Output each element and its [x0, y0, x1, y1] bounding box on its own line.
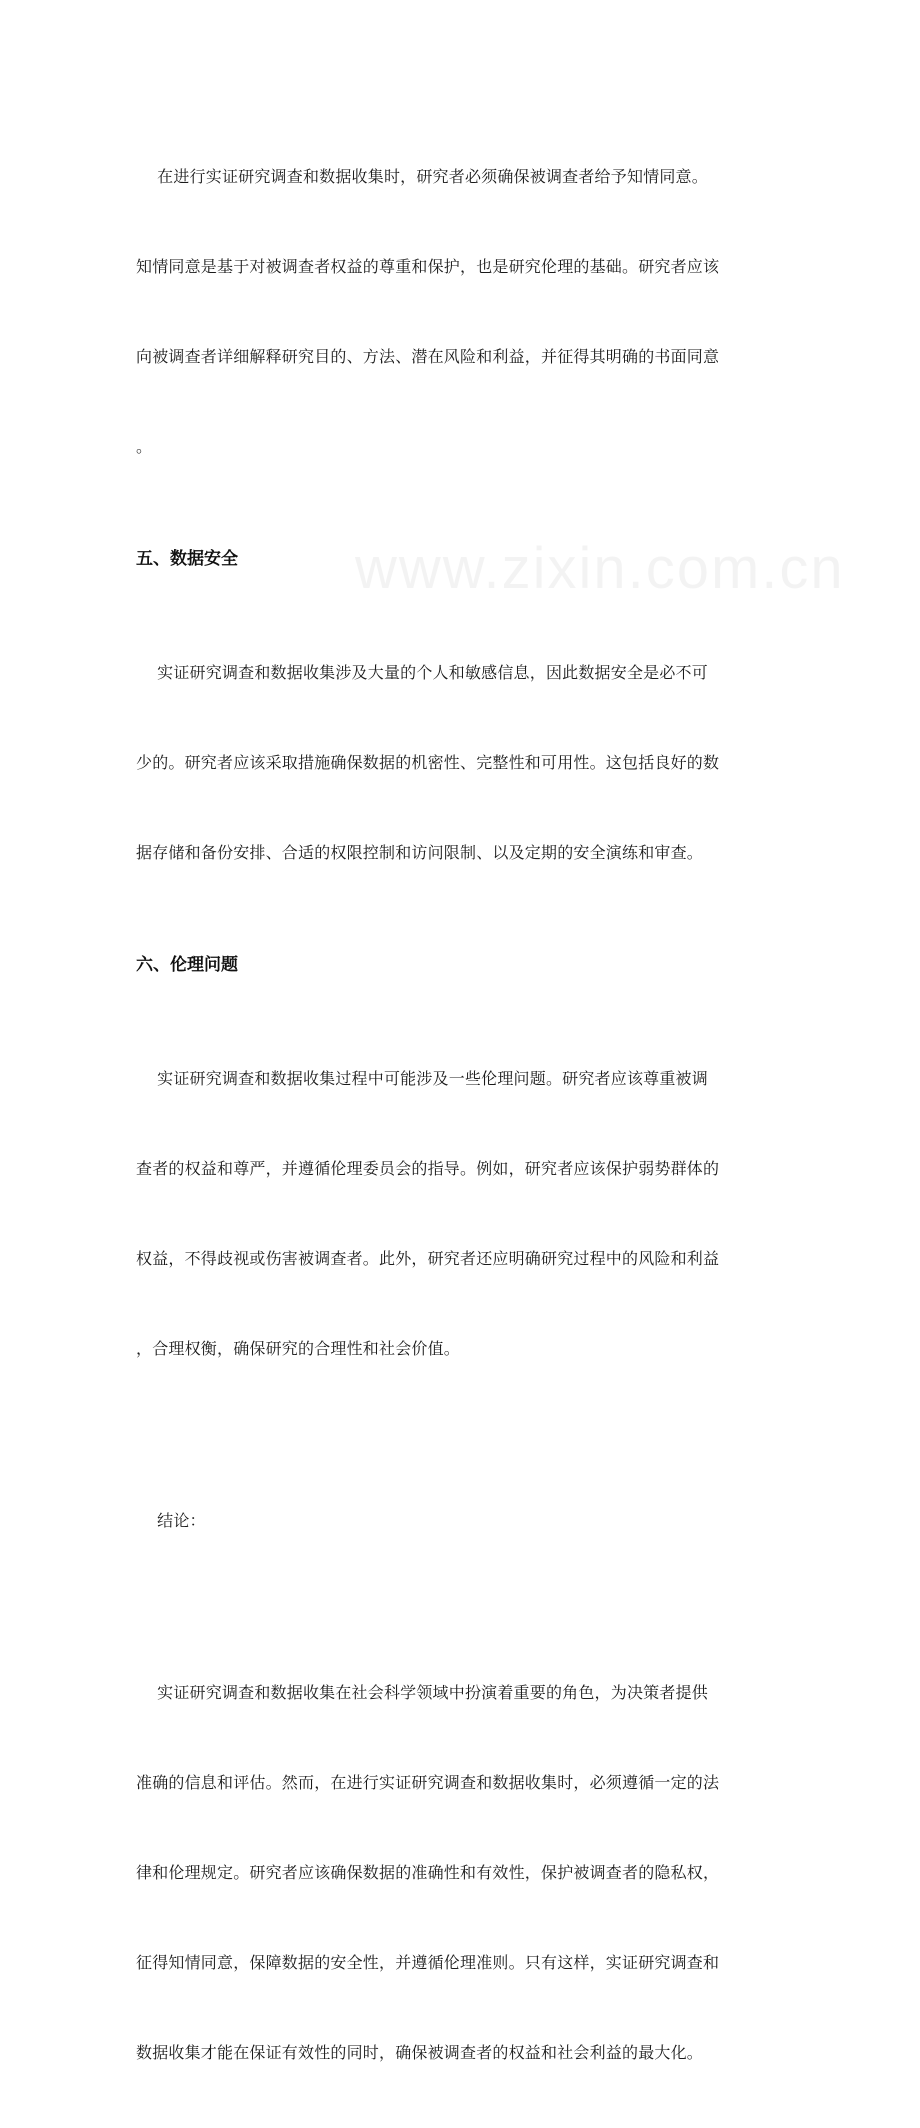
- text-line: 少的。研究者应该采取措施确保数据的机密性、完整性和可用性。这包括良好的数: [136, 753, 720, 772]
- text-line: ，合理权衡，确保研究的合理性和社会价值。: [136, 1339, 461, 1358]
- text-line: 实证研究调查和数据收集涉及大量的个人和敏感信息，因此数据安全是必不可: [136, 663, 708, 682]
- conclusion-label: [136, 1446, 786, 1596]
- section-heading-ethics: 六、伦理问题: [136, 955, 238, 975]
- text-line: 查者的权益和尊严，并遵循伦理委员会的指导。例如，研究者应该保护弱势群体的: [136, 1159, 720, 1178]
- text-line: 。: [136, 437, 153, 456]
- paragraph-informed-consent: [136, 102, 786, 522]
- paragraph-ethics: [136, 1004, 786, 1424]
- text-line: 征得知情同意，保障数据的安全性，并遵循伦理准则。只有这样，实证研究调查和: [136, 1953, 720, 1972]
- paragraph-conclusion: [136, 1618, 786, 2128]
- text-line: 律和伦理规定。研究者应该确保数据的准确性和有效性，保护被调查者的隐私权，: [136, 1863, 720, 1882]
- text-line: 实证研究调查和数据收集在社会科学领域中扮演着重要的角色，为决策者提供: [136, 1683, 708, 1702]
- text-line: 据存储和备份安排、合适的权限控制和访问限制、以及定期的安全演练和审查。: [136, 843, 704, 862]
- section-heading-data-security: 五、数据安全: [136, 549, 238, 569]
- text-line: 准确的信息和评估。然而，在进行实证研究调查和数据收集时，必须遵循一定的法: [136, 1773, 720, 1792]
- text-line: 数据收集才能在保证有效性的同时，确保被调查者的权益和社会利益的最大化。: [136, 2043, 704, 2062]
- text-line: 权益，不得歧视或伤害被调查者。此外，研究者还应明确研究过程中的风险和利益: [136, 1249, 720, 1268]
- paragraph-data-security: [136, 598, 786, 928]
- document-body: [136, 102, 786, 2128]
- text-line: 向被调查者详细解释研究目的、方法、潜在风险和利益，并征得其明确的书面同意: [136, 347, 720, 366]
- text-line: 在进行实证研究调查和数据收集时，研究者必须确保被调查者给予知情同意。: [136, 167, 708, 186]
- text-line: 结论：: [136, 1511, 206, 1530]
- text-line: 实证研究调查和数据收集过程中可能涉及一些伦理问题。研究者应该尊重被调: [136, 1069, 708, 1088]
- text-line: 知情同意是基于对被调查者权益的尊重和保护，也是研究伦理的基础。研究者应该: [136, 257, 720, 276]
